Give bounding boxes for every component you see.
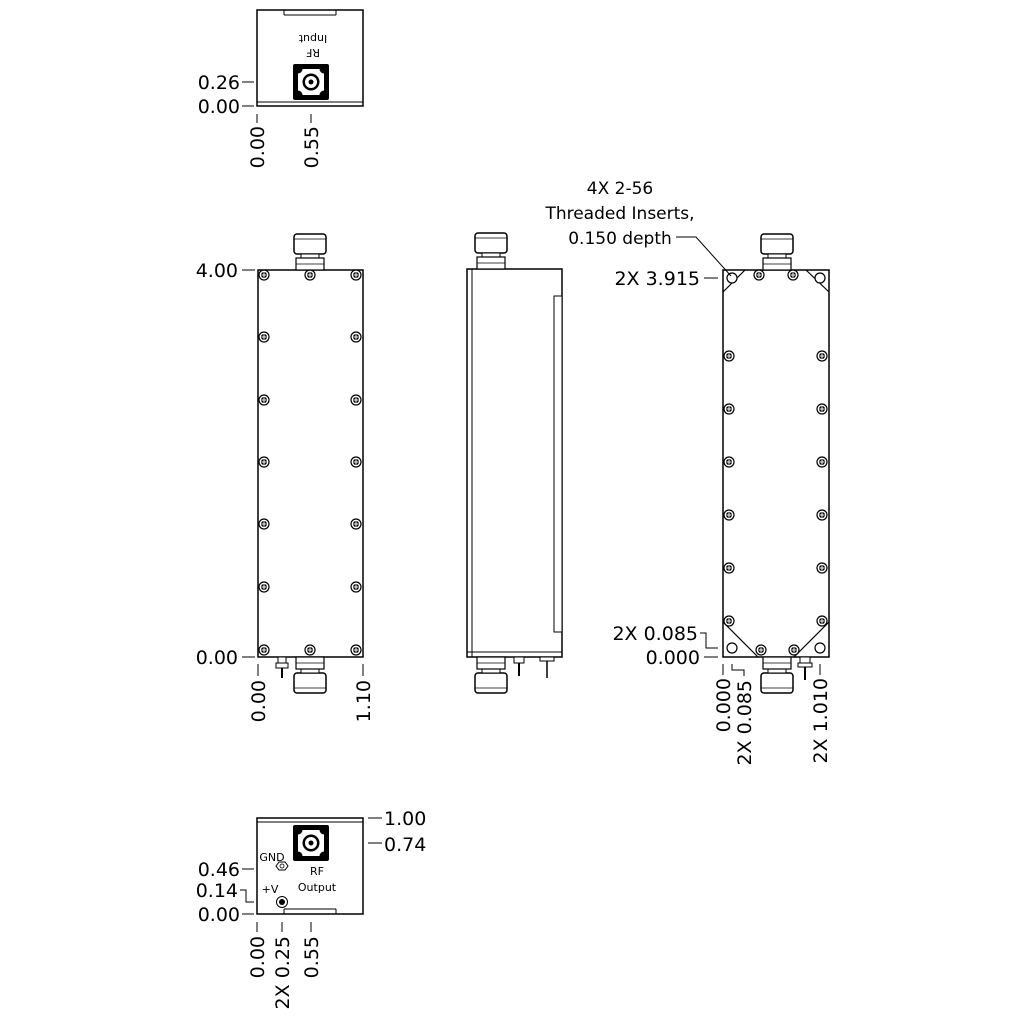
back-view	[544, 179, 832, 766]
gnd-label: GND	[259, 851, 285, 864]
dim-top-x-000: 0.00	[247, 126, 269, 169]
rf-input-label-line1: RF	[306, 46, 320, 59]
threaded-insert-note-line2: Threaded Inserts,	[545, 204, 695, 224]
dim-bottom-y-074: 0.74	[384, 834, 427, 856]
dim-back-x-0085: 2X 0.085	[734, 680, 756, 766]
dim-front-y-000: 0.00	[195, 647, 238, 669]
side-rf-output-sma-icon	[475, 657, 507, 693]
threaded-insert-note-line3: 0.150 depth	[568, 229, 672, 249]
rf-input-connector-icon	[293, 64, 329, 100]
dim-top-y-000: 0.00	[197, 96, 240, 118]
dim-front-y-400: 4.00	[195, 260, 238, 282]
threaded-insert-note-line1: 4X 2-56	[586, 179, 654, 199]
rf-input-label-line2: Input	[298, 32, 328, 45]
pv-label: +V	[261, 883, 279, 896]
side-pins-icon	[514, 657, 554, 678]
dim-bottom-y-100: 1.00	[384, 808, 427, 830]
front-view	[196, 234, 375, 722]
back-rf-output-sma-icon	[761, 657, 793, 693]
bottom-view	[196, 808, 427, 1009]
dim-bottom-x-055: 0.55	[301, 936, 323, 979]
dim-back-y-0085: 2X 0.085	[612, 623, 698, 645]
feedthrough-pin-icon	[276, 657, 288, 678]
rf-output-sma-icon	[294, 657, 326, 693]
dim-top-y-026: 0.26	[197, 72, 240, 94]
rf-output-label-line1: RF	[310, 865, 324, 878]
top-view	[198, 10, 363, 168]
dim-bottom-y-000: 0.00	[197, 904, 240, 926]
dim-back-y-0000: 0.000	[645, 647, 700, 669]
dim-back-y-3915: 2X 3.915	[614, 268, 700, 290]
rf-input-sma-icon	[294, 234, 326, 270]
back-rf-input-sma-icon	[761, 234, 793, 270]
dim-bottom-y-046: 0.46	[197, 859, 240, 881]
side-view	[467, 233, 562, 693]
back-pin-icon	[798, 657, 812, 680]
dim-front-x-110: 1.10	[353, 680, 375, 723]
dim-front-x-000: 0.00	[248, 680, 270, 723]
rf-output-connector-icon	[293, 825, 329, 861]
pv-terminal-icon	[277, 897, 288, 908]
dim-top-x-055: 0.55	[301, 126, 323, 169]
dim-back-x-0000: 0.000	[713, 678, 735, 733]
dim-back-x-1010: 2X 1.010	[810, 678, 832, 764]
dim-bottom-x-000: 0.00	[247, 936, 269, 979]
dim-bottom-x-025: 2X 0.25	[272, 936, 294, 1010]
rf-output-label-line2: Output	[297, 881, 337, 894]
dim-bottom-y-014: 0.14	[195, 880, 238, 902]
side-rf-input-sma-icon	[475, 233, 507, 269]
